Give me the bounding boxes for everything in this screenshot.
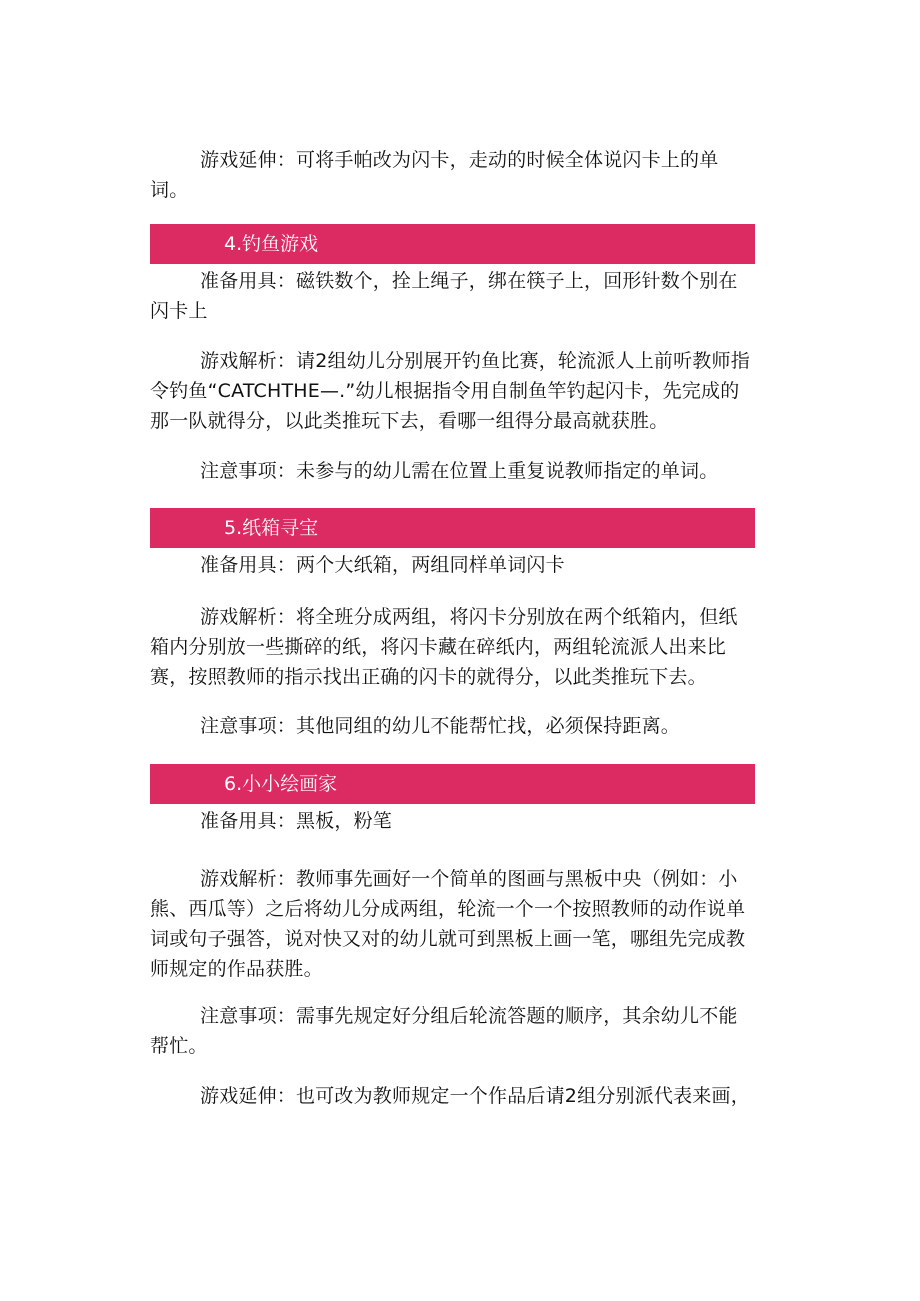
section-heading-box-treasure: 5.纸箱寻宝 [150,508,755,548]
paragraph-box-materials: 准备用具：两个大纸箱，两组同样单词闪卡 [200,554,565,576]
paragraph-game-extension-2: 游戏延伸：也可改为教师规定一个作品后请2组分别派代表来画， [200,1085,750,1107]
paragraph-painter-materials: 准备用具：黑板，粉笔 [200,810,393,832]
paragraph-box-notes: 注意事项：其他同组的幼儿不能帮忙找，必须保持距离。 [200,715,681,737]
section-heading-little-painter: 6.小小绘画家 [150,764,755,804]
paragraph-fishing-notes: 注意事项：未参与的幼儿需在位置上重复说教师指定的单词。 [200,460,719,482]
paragraph-painter-analysis: 游戏解析：教师事先画好一个简单的图画与黑板中央（例如：小熊、西瓜等）之后将幼儿分成两组，轮流一个一个按照教师的动作说单词或句子强答，说对快又对的幼儿就可到黑板上画一笔，哪组先完成教师规定的作品获胜。 [150,868,746,980]
paragraph-box-analysis: 游戏解析：将全班分成两组，将闪卡分别放在两个纸箱内，但纸箱内分别放一些撕碎的纸，将闪卡藏在碎纸内，两组轮流派人出来比赛，按照教师的指示找出正确的闪卡的就得分，以此类推玩下去。 [150,606,738,688]
paragraph-fishing-analysis: 游戏解析：请2组幼儿分别展开钓鱼比赛，轮流派人上前听教师指令钓鱼“CATCHTHE—.”幼儿根据指令用自制鱼竿钓起闪卡，先完成的那一队就得分，以此类推玩下去，看哪一组得分最高就获胜。 [150,350,750,432]
section-heading-fishing-game: 4.钓鱼游戏 [150,224,755,264]
paragraph-painter-notes: 注意事项：需事先规定好分组后轮流答题的顺序，其余幼儿不能帮忙。 [150,1005,738,1057]
paragraph-fishing-materials: 准备用具：磁铁数个，拴上绳子，绑在筷子上，回形针数个别在闪卡上 [150,270,738,322]
paragraph-game-extension-1: 游戏延伸：可将手帕改为闪卡，走动的时候全体说闪卡上的单词。 [150,149,719,201]
